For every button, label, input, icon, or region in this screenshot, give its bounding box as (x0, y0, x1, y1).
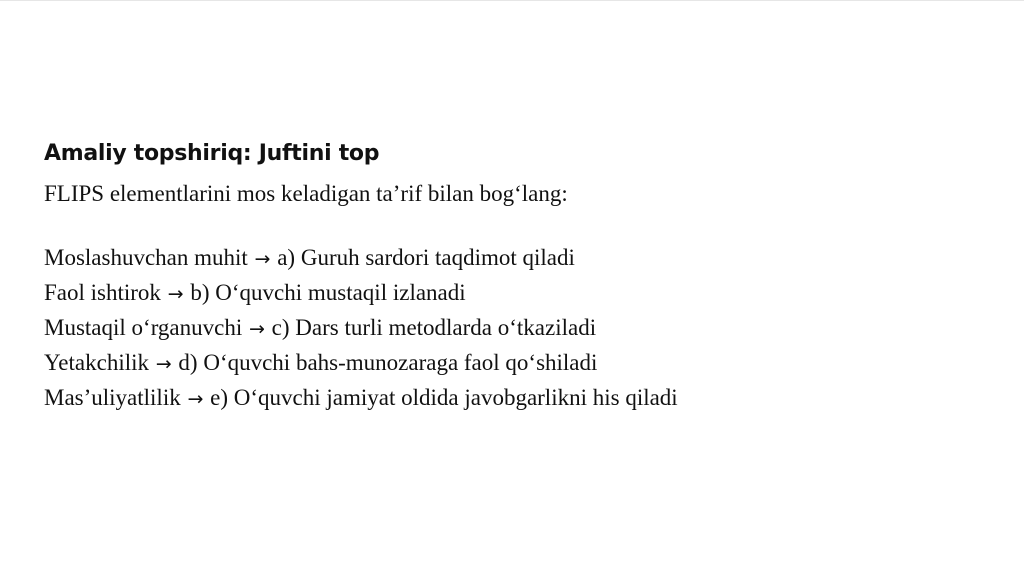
pair-definition: e) O‘quvchi jamiyat oldida javobgarlikni his qiladi (210, 385, 678, 410)
pair-term: Moslashuvchan muhit (44, 245, 248, 270)
matching-pairs-list (44, 241, 984, 416)
matching-pair (44, 381, 984, 416)
slide-title: Amaliy topshiriq: Juftini top (44, 141, 380, 166)
matching-pair (44, 346, 984, 381)
pair-term: Yetakchilik (44, 350, 149, 375)
slide-content (44, 139, 984, 416)
right-arrow-icon: → (187, 388, 204, 410)
pair-term: Faol ishtirok (44, 280, 161, 305)
pair-definition: d) O‘quvchi bahs-munozaraga faol qo‘shiladi (178, 350, 598, 375)
pair-definition: b) O‘quvchi mustaqil izlanadi (190, 280, 466, 305)
right-arrow-icon: → (254, 248, 271, 270)
right-arrow-icon: → (249, 318, 265, 340)
right-arrow-icon: → (155, 353, 172, 375)
task-instruction: FLIPS elementlarini mos keladigan ta’rif bilan bog‘lang: (44, 181, 568, 206)
matching-pair (44, 311, 984, 346)
matching-pair (44, 276, 984, 311)
pair-term: Mas’uliyatlilik (44, 385, 181, 410)
pair-definition: c) Dars turli metodlarda o‘tkaziladi (271, 315, 597, 340)
pair-definition: a) Guruh sardori taqdimot qiladi (277, 245, 575, 270)
pair-term: Mustaqil o‘rganuvchi (44, 315, 243, 340)
matching-pair (44, 241, 984, 276)
right-arrow-icon: → (167, 283, 184, 305)
